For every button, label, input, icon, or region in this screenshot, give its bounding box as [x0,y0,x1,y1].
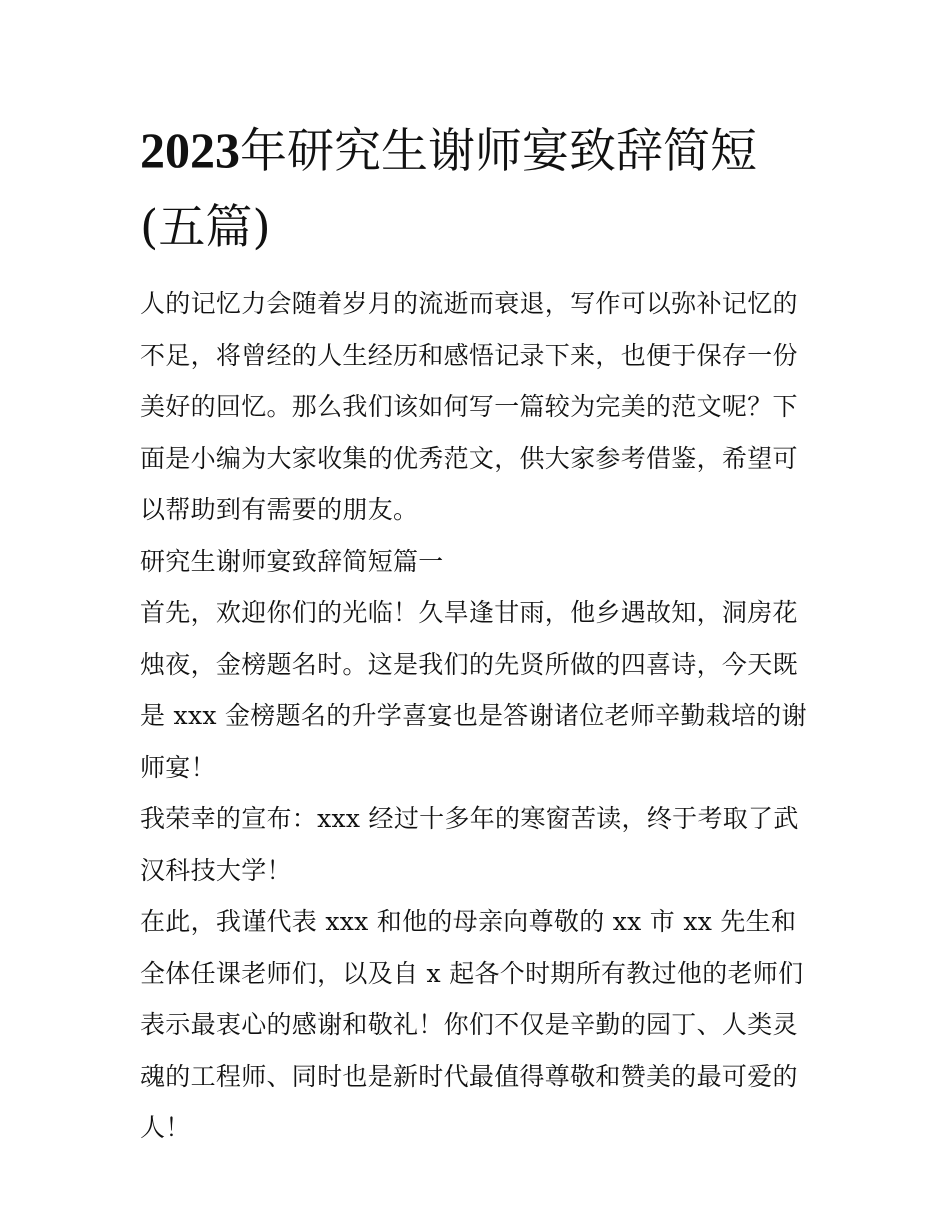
title-year: 2023 [140,122,240,178]
body-paragraph: 我荣幸的宣布：xxx 经过十多年的寒窗苦读，终于考取了武汉科技大学！ [140,804,799,885]
section-heading: 研究生谢师宴致辞简短篇一 [140,546,444,576]
body-paragraph: 在此，我谨代表 xxx 和他的母亲向尊敬的 xx 市 xx 先生和全体任课老师们，以及自 x 起各个时期所有教过他的老师们表示最衷心的感谢和敬礼！你们不仅是辛勤的园丁、人类灵魂的工程师、同时也是新时代最值得尊敬和赞美的最可爱的人！ [140,907,804,1142]
intro-paragraph: 人的记忆力会随着岁月的流逝而衰退，写作可以弥补记忆的不足，将曾经的人生经历和感悟记录下来，也便于保存一份美好的回忆。那么我们该如何写一篇较为完美的范文呢？下面是小编为大家收集的优秀范文，供大家参考借鉴，希望可以帮助到有需要的朋友。 [140,289,798,524]
document-body [140,278,820,1154]
title-text: 年研究生谢师宴致辞简短(五篇) [140,124,757,255]
document-title [140,112,820,266]
body-paragraph: 首先，欢迎你们的光临！久旱逢甘雨，他乡遇故知，洞房花烛夜，金榜题名时。这是我们的先贤所做的四喜诗，今天既是 xxx 金榜题名的升学喜宴也是答谢诸位老师辛勤栽培的谢师宴！ [140,598,807,782]
